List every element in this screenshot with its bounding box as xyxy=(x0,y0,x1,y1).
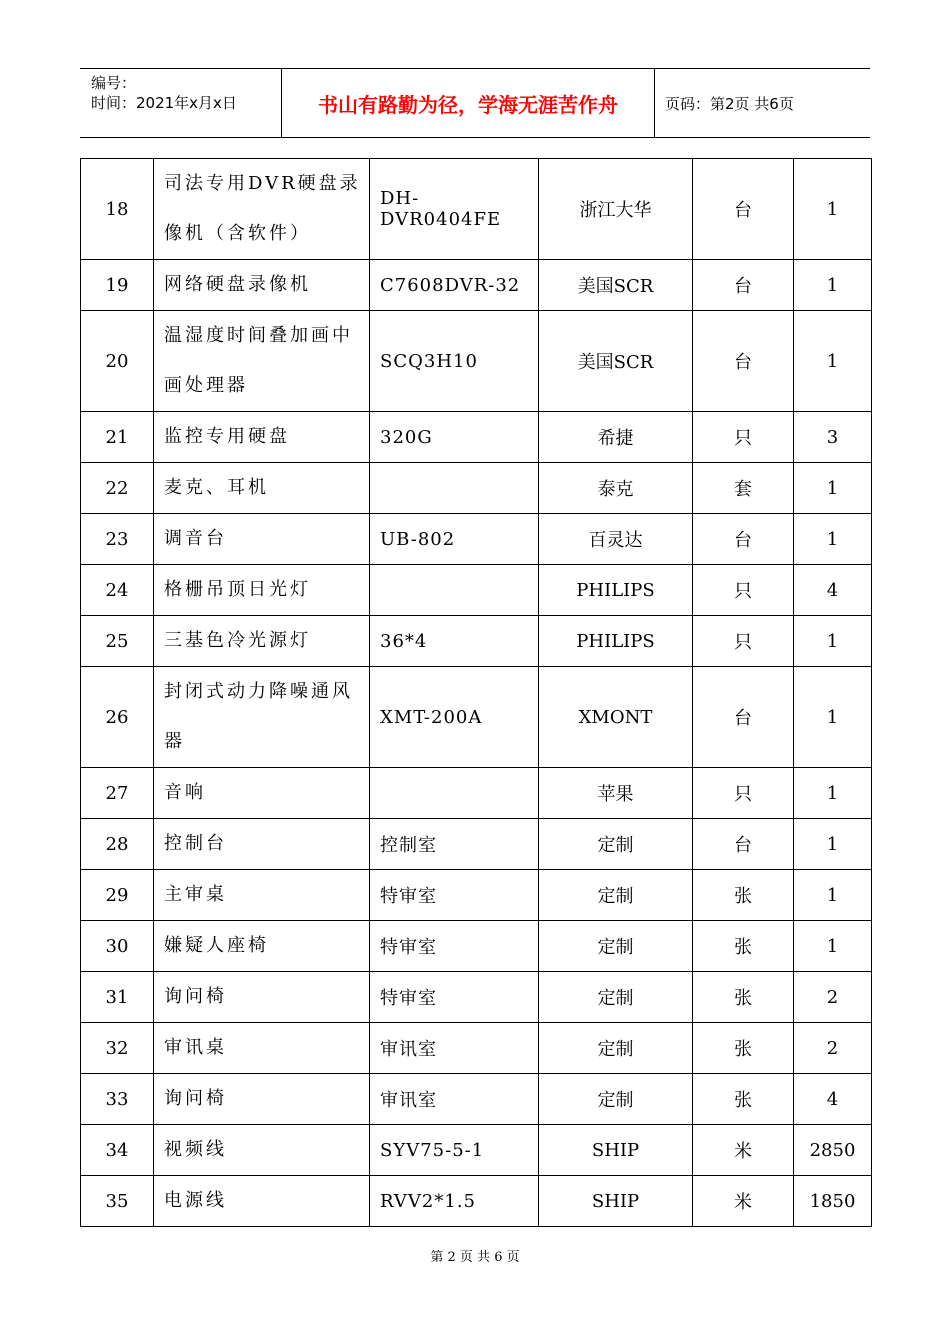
cell-brand: 定制 xyxy=(539,819,693,870)
cell-qty: 2850 xyxy=(794,1125,872,1176)
cell-num: 32 xyxy=(81,1023,154,1074)
cell-brand: 定制 xyxy=(539,972,693,1023)
cell-model xyxy=(370,463,539,514)
cell-qty: 1 xyxy=(794,311,872,412)
cell-brand: 定制 xyxy=(539,1074,693,1125)
cell-brand: SHIP xyxy=(539,1125,693,1176)
cell-name: 封闭式动力降噪通风器 xyxy=(154,667,370,768)
cell-name: 审讯桌 xyxy=(154,1023,370,1074)
table-row xyxy=(81,514,872,565)
cell-num: 28 xyxy=(81,819,154,870)
cell-brand: 美国SCR xyxy=(539,311,693,412)
cell-num: 26 xyxy=(81,667,154,768)
cell-brand: PHILIPS xyxy=(539,565,693,616)
table-row xyxy=(81,311,872,412)
cell-num: 20 xyxy=(81,311,154,412)
cell-num: 35 xyxy=(81,1176,154,1227)
cell-name: 主审桌 xyxy=(154,870,370,921)
table-row xyxy=(81,768,872,819)
cell-name: 询问椅 xyxy=(154,972,370,1023)
document-number: 编号： xyxy=(91,74,137,92)
cell-brand: 定制 xyxy=(539,1023,693,1074)
cell-unit: 张 xyxy=(693,870,794,921)
header-meta xyxy=(80,69,281,137)
cell-name: 视频线 xyxy=(154,1125,370,1176)
cell-qty: 2 xyxy=(794,1023,872,1074)
table-row xyxy=(81,819,872,870)
cell-name: 嫌疑人座椅 xyxy=(154,921,370,972)
cell-unit: 张 xyxy=(693,972,794,1023)
cell-qty: 4 xyxy=(794,565,872,616)
cell-model: 36*4 xyxy=(370,616,539,667)
cell-num: 21 xyxy=(81,412,154,463)
cell-unit: 张 xyxy=(693,1023,794,1074)
cell-model: SCQ3H10 xyxy=(370,311,539,412)
table-row xyxy=(81,1023,872,1074)
cell-unit: 只 xyxy=(693,412,794,463)
document-date: 时间：2021年x月x日 xyxy=(91,94,237,112)
cell-qty: 1 xyxy=(794,870,872,921)
cell-name: 调音台 xyxy=(154,514,370,565)
cell-num: 24 xyxy=(81,565,154,616)
cell-name: 音响 xyxy=(154,768,370,819)
cell-brand: 泰克 xyxy=(539,463,693,514)
cell-num: 22 xyxy=(81,463,154,514)
cell-qty: 1 xyxy=(794,463,872,514)
cell-brand: SHIP xyxy=(539,1176,693,1227)
cell-model: 特审室 xyxy=(370,972,539,1023)
table-row xyxy=(81,159,872,260)
cell-unit: 米 xyxy=(693,1125,794,1176)
cell-name: 麦克、耳机 xyxy=(154,463,370,514)
cell-brand: 定制 xyxy=(539,870,693,921)
table-row xyxy=(81,412,872,463)
cell-unit: 套 xyxy=(693,463,794,514)
cell-model: UB-802 xyxy=(370,514,539,565)
cell-unit: 张 xyxy=(693,921,794,972)
cell-brand: 百灵达 xyxy=(539,514,693,565)
cell-qty: 3 xyxy=(794,412,872,463)
cell-name: 电源线 xyxy=(154,1176,370,1227)
cell-qty: 1850 xyxy=(794,1176,872,1227)
table-row xyxy=(81,1176,872,1227)
table-row xyxy=(81,667,872,768)
cell-qty: 1 xyxy=(794,768,872,819)
cell-qty: 4 xyxy=(794,1074,872,1125)
table-row xyxy=(81,921,872,972)
cell-num: 33 xyxy=(81,1074,154,1125)
cell-brand: 浙江大华 xyxy=(539,159,693,260)
cell-num: 19 xyxy=(81,260,154,311)
cell-model: RVV2*1.5 xyxy=(370,1176,539,1227)
cell-model: 320G xyxy=(370,412,539,463)
cell-num: 30 xyxy=(81,921,154,972)
cell-model xyxy=(370,768,539,819)
table-row xyxy=(81,616,872,667)
cell-name: 格栅吊顶日光灯 xyxy=(154,565,370,616)
equipment-table xyxy=(80,158,872,1227)
cell-num: 34 xyxy=(81,1125,154,1176)
table-row xyxy=(81,463,872,514)
cell-unit: 张 xyxy=(693,1074,794,1125)
table-row xyxy=(81,972,872,1023)
header-motto: 书山有路勤为径，学海无涯苦作舟 xyxy=(281,69,655,137)
cell-qty: 1 xyxy=(794,159,872,260)
cell-brand: 定制 xyxy=(539,921,693,972)
cell-qty: 1 xyxy=(794,819,872,870)
cell-brand: XMONT xyxy=(539,667,693,768)
cell-qty: 2 xyxy=(794,972,872,1023)
cell-name: 温湿度时间叠加画中画处理器 xyxy=(154,311,370,412)
header-page-info: 页码：第2页 共6页 xyxy=(665,94,794,113)
page-header xyxy=(80,68,870,138)
cell-name: 司法专用DVR硬盘录像机（含软件） xyxy=(154,159,370,260)
cell-model: DH-DVR0404FE xyxy=(370,159,539,260)
cell-model: 控制室 xyxy=(370,819,539,870)
table-row xyxy=(81,260,872,311)
table-row xyxy=(81,870,872,921)
cell-unit: 台 xyxy=(693,819,794,870)
cell-qty: 1 xyxy=(794,514,872,565)
cell-unit: 台 xyxy=(693,667,794,768)
cell-brand: PHILIPS xyxy=(539,616,693,667)
cell-unit: 台 xyxy=(693,159,794,260)
cell-model: C7608DVR-32 xyxy=(370,260,539,311)
cell-unit: 只 xyxy=(693,565,794,616)
table-row xyxy=(81,565,872,616)
cell-num: 23 xyxy=(81,514,154,565)
cell-qty: 1 xyxy=(794,260,872,311)
cell-unit: 台 xyxy=(693,260,794,311)
cell-brand: 美国SCR xyxy=(539,260,693,311)
table-row xyxy=(81,1125,872,1176)
cell-model: 特审室 xyxy=(370,870,539,921)
cell-model: 特审室 xyxy=(370,921,539,972)
cell-unit: 只 xyxy=(693,616,794,667)
cell-unit: 台 xyxy=(693,311,794,412)
cell-model: 审讯室 xyxy=(370,1074,539,1125)
cell-unit: 台 xyxy=(693,514,794,565)
cell-name: 控制台 xyxy=(154,819,370,870)
page-footer: 第 2 页 共 6 页 xyxy=(430,1250,520,1265)
cell-name: 三基色冷光源灯 xyxy=(154,616,370,667)
cell-num: 29 xyxy=(81,870,154,921)
cell-model: XMT-200A xyxy=(370,667,539,768)
cell-brand: 苹果 xyxy=(539,768,693,819)
cell-qty: 1 xyxy=(794,616,872,667)
cell-model xyxy=(370,565,539,616)
cell-unit: 只 xyxy=(693,768,794,819)
cell-brand: 希捷 xyxy=(539,412,693,463)
cell-name: 监控专用硬盘 xyxy=(154,412,370,463)
cell-model: 审讯室 xyxy=(370,1023,539,1074)
cell-qty: 1 xyxy=(794,667,872,768)
table-row xyxy=(81,1074,872,1125)
cell-num: 18 xyxy=(81,159,154,260)
cell-qty: 1 xyxy=(794,921,872,972)
cell-num: 25 xyxy=(81,616,154,667)
cell-model: SYV75-5-1 xyxy=(370,1125,539,1176)
cell-unit: 米 xyxy=(693,1176,794,1227)
cell-name: 询问椅 xyxy=(154,1074,370,1125)
cell-num: 31 xyxy=(81,972,154,1023)
cell-num: 27 xyxy=(81,768,154,819)
cell-name: 网络硬盘录像机 xyxy=(154,260,370,311)
